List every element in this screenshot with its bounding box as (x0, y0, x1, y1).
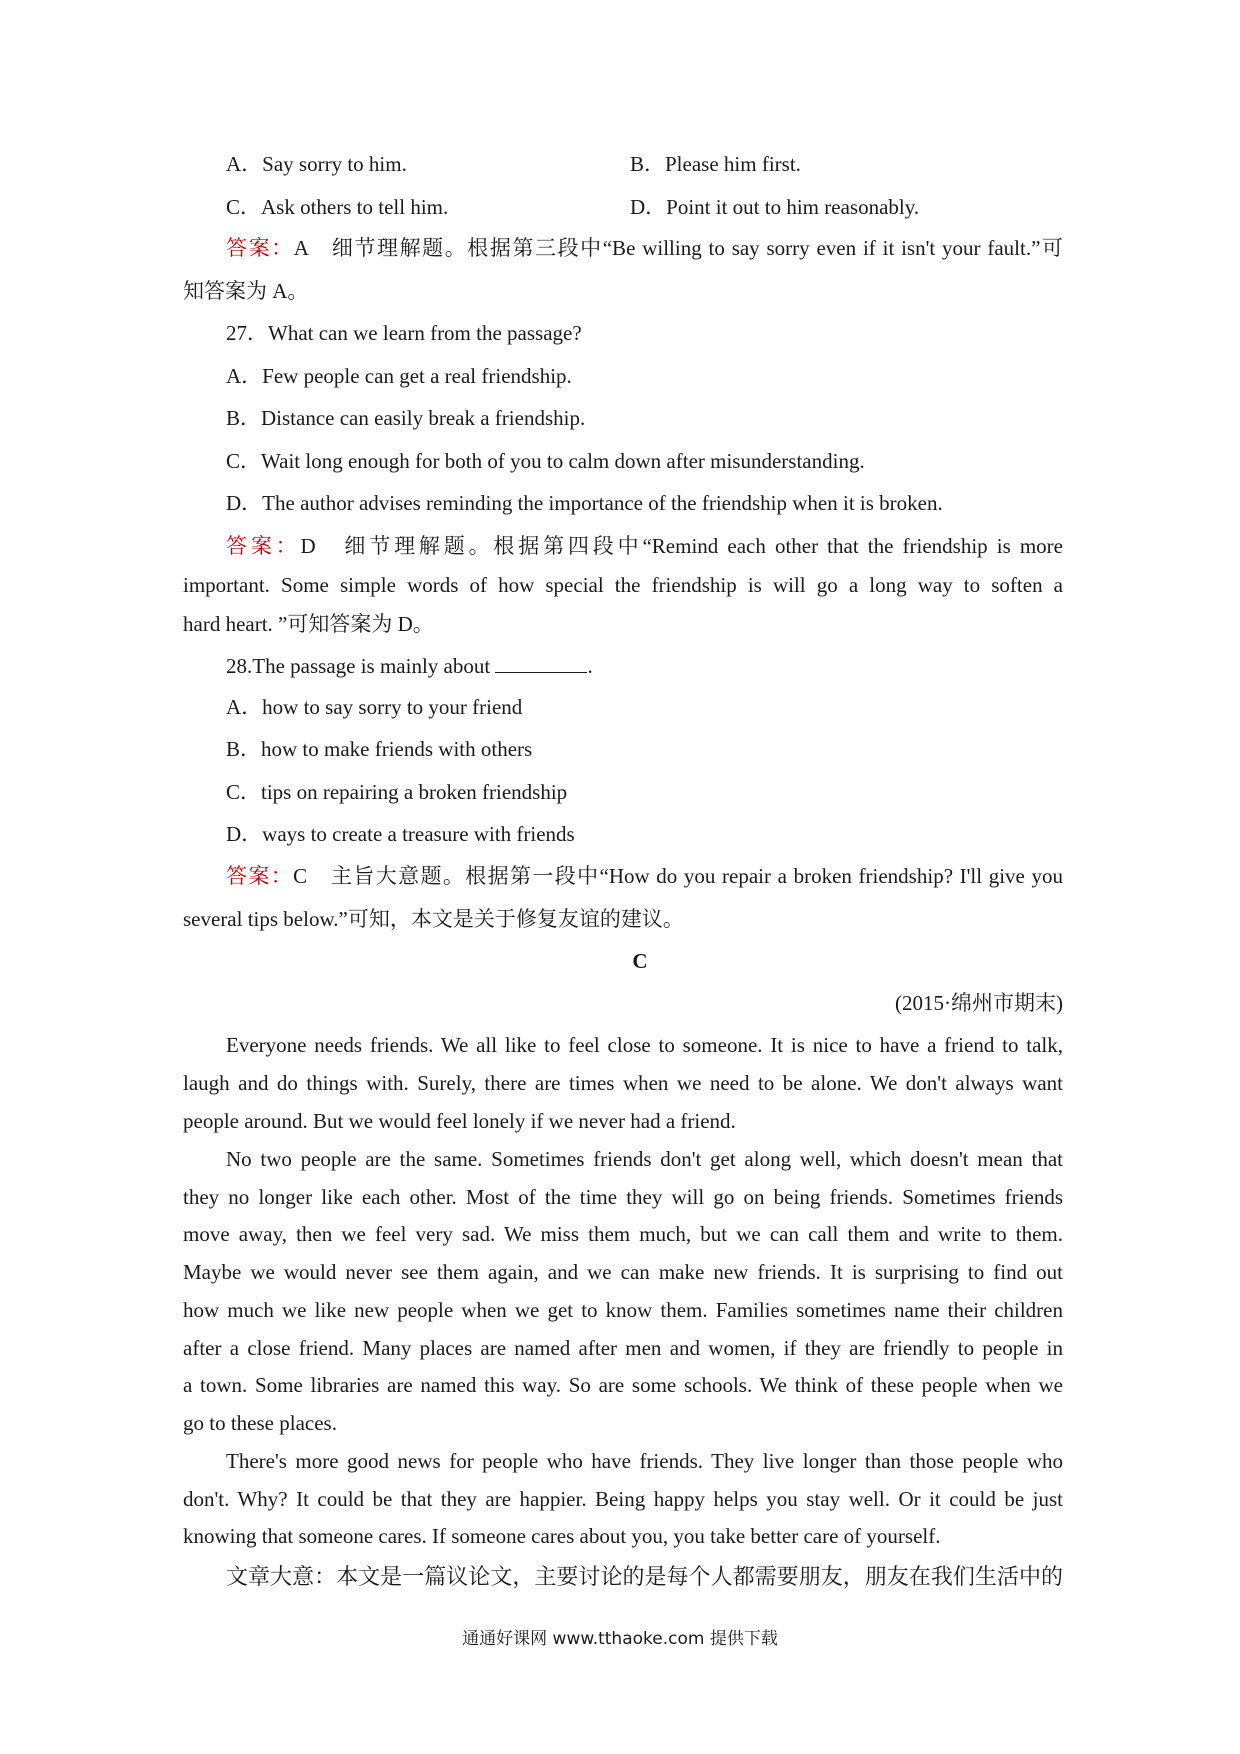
q26-option-b: B．Please him first. (630, 152, 801, 176)
passage-p2-line3: move away, then we feel very sad. We miss them much, but we can call them and write to them. (183, 1222, 1063, 1246)
passage-p3-line3: knowing that someone cares. If someone cares about you, you take better care of yourself. (183, 1524, 941, 1548)
q28-option-a: A．how to say sorry to your friend (226, 695, 523, 719)
q27-answer-text: D 细节理解题。根据第四段中“Remind each other that the friendship is more (300, 534, 1064, 558)
passage-p2-line2: they no longer like each other. Most of the time they will go on being friends. Sometimes friends (183, 1185, 1063, 1209)
q28-option-d: D．ways to create a treasure with friends (226, 822, 575, 846)
passage-p2-line8: go to these places. (183, 1411, 337, 1435)
passage-p2-line7: a town. Some libraries are named this way. So are some schools. We think of these people when we (183, 1373, 1063, 1397)
q26-answer-line2: 知答案为 A。 (183, 279, 309, 303)
q28-stem (226, 651, 593, 681)
q26-option-d: D．Point it out to him reasonably. (630, 195, 920, 219)
passage-p2-line5: how much we like new people when we get to know them. Families sometimes name their children (183, 1298, 1063, 1322)
q27-option-b: B．Distance can easily break a friendship. (226, 406, 586, 430)
passage-p1-line1: Everyone needs friends. We all like to feel close to someone. It is nice to have a friend to talk, (226, 1033, 1063, 1057)
passage-p1-line2: laugh and do things with. Surely, there are times when we need to be alone. We don't always want (183, 1071, 1063, 1095)
q28-option-b: B．how to make friends with others (226, 737, 533, 761)
q27-answer-line3: hard heart. ”可知答案为 D。 (183, 612, 434, 636)
q28-option-c: C．tips on repairing a broken friendship (226, 780, 568, 804)
q26-answer-line1 (226, 233, 1063, 263)
q27-stem: 27．What can we learn from the passage? (226, 321, 582, 345)
q28-answer-line1 (226, 861, 1063, 891)
q27-answer-line2: important. Some simple words of how special the friendship is will go a long way to soften a (183, 573, 1063, 597)
answer-label: 答案： (226, 864, 294, 888)
passage-p1-line3: people around. But we would feel lonely if we never had a friend. (183, 1109, 736, 1133)
q27-answer-line1 (226, 531, 1063, 561)
q27-option-c: C．Wait long enough for both of you to calm down after misunderstanding. (226, 449, 865, 473)
q28-answer-text: C 主旨大意题。根据第一段中“How do you repair a broken friendship? I'll give you (293, 864, 1064, 888)
q26-option-a: A．Say sorry to him. (226, 152, 407, 176)
answer-label: 答案： (226, 534, 301, 558)
q26-option-c: C．Ask others to tell him. (226, 195, 449, 219)
summary-line1: 文章大意：本文是一篇议论文，主要讨论的是每个人都需要朋友，朋友在我们生活中的 (226, 1565, 1063, 1590)
q28-stem-text: 28.The passage is mainly about (226, 654, 491, 678)
page-footer: 通通好课网 www.tthaoke.com 提供下载 (462, 1629, 778, 1649)
q28-stem-period: . (587, 654, 593, 678)
answer-blank (495, 654, 587, 673)
answer-label: 答案： (226, 236, 294, 260)
q28-answer-line2: several tips below.”可知，本文是关于修复友谊的建议。 (183, 907, 684, 931)
passage-p2-line4: Maybe we would never see them again, and we can make new friends. It is surprising to find out (183, 1260, 1063, 1284)
passage-p3-line2: don't. Why? It could be that they are happier. Being happy helps you stay well. Or it could be just (183, 1487, 1063, 1511)
q27-option-d: D．The author advises reminding the importance of the friendship when it is broken. (226, 491, 943, 515)
q27-option-a: A．Few people can get a real friendship. (226, 364, 572, 388)
passage-p2-line1: No two people are the same. Sometimes friends don't get along well, which doesn't mean that (226, 1147, 1063, 1171)
section-letter: C (632, 949, 648, 973)
section-source: (2015·绵州市期末) (895, 991, 1063, 1015)
passage-p3-line1: There's more good news for people who have friends. They live longer than those people who (226, 1449, 1063, 1473)
q26-answer-text: A 细节理解题。根据第三段中“Be willing to say sorry even if it isn't your fault.”可 (293, 236, 1063, 260)
passage-p2-line6: after a close friend. Many places are named after men and women, if they are friendly to people in (183, 1336, 1063, 1360)
